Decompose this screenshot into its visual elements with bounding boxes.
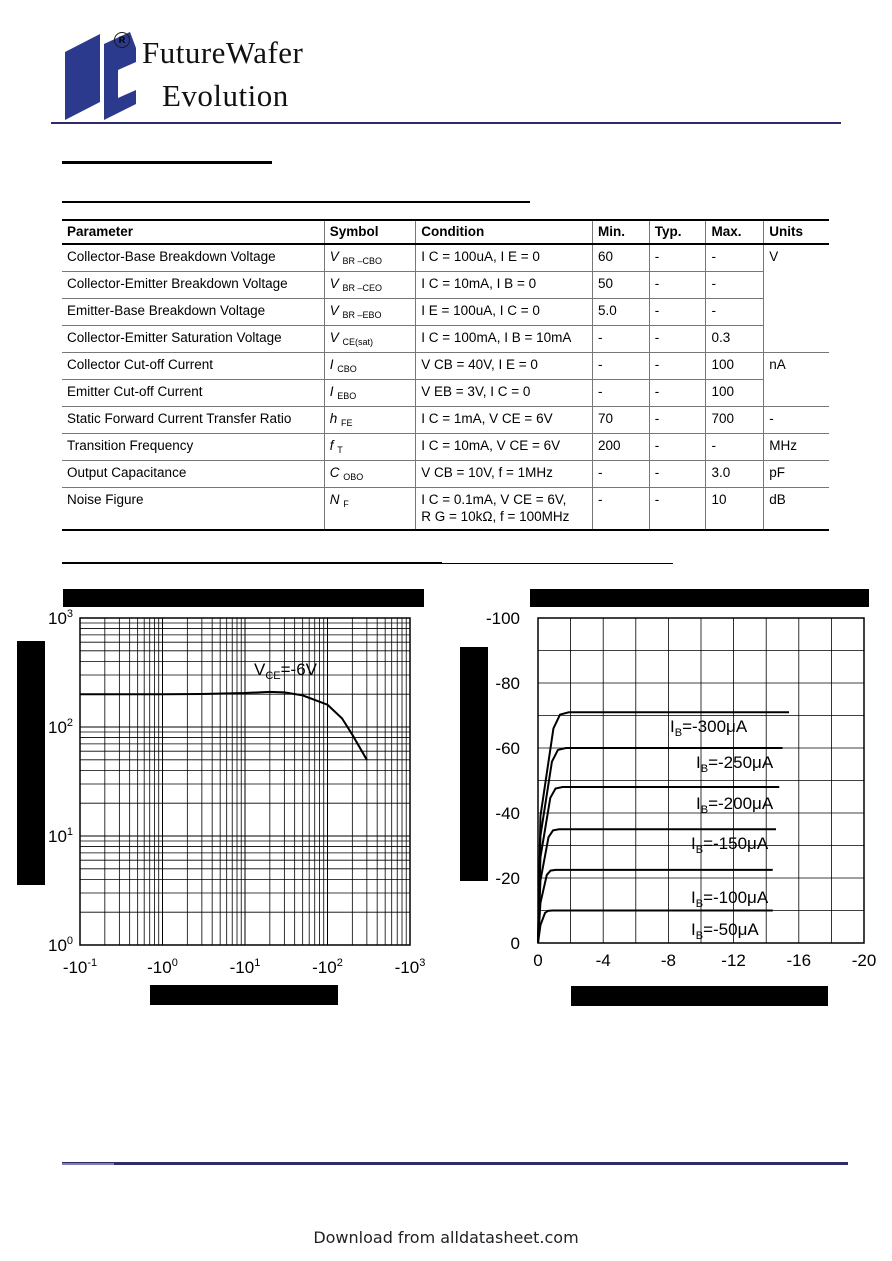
symbol-subscript: OBO xyxy=(343,472,364,482)
max-cell: 700 xyxy=(706,407,764,434)
units-cell xyxy=(764,380,829,407)
max-cell: - xyxy=(706,434,764,461)
parameter-cell: Noise Figure xyxy=(62,488,324,531)
condition-cell xyxy=(416,380,593,407)
symbol-cell xyxy=(324,272,416,299)
max-cell: 3.0 xyxy=(706,461,764,488)
symbol-cell xyxy=(324,488,416,531)
parameter-cell: Collector-Emitter Breakdown Voltage xyxy=(62,272,324,299)
units-cell xyxy=(764,326,829,353)
condition-line-2: R G = 10kΩ, f = 100MHz xyxy=(421,509,570,524)
symbol-cell xyxy=(324,434,416,461)
parameter-cell: Collector Cut-off Current xyxy=(62,353,324,380)
units-cell: V xyxy=(764,244,829,272)
min-cell: - xyxy=(592,380,649,407)
chart2-series-label: $I_B=-150\mu A$ xyxy=(691,834,769,856)
chart2-y-tick-label: 0 xyxy=(510,934,520,953)
condition-line: I C = 1mA, V CE = 6V xyxy=(421,411,553,426)
condition-cell xyxy=(416,461,593,488)
hfe-vs-ic-chart xyxy=(0,585,446,1010)
symbol-subscript: BR –CEO xyxy=(342,283,382,293)
header-typ: Typ. xyxy=(649,220,706,244)
parameter-cell: Static Forward Current Transfer Ratio xyxy=(62,407,324,434)
max-cell: - xyxy=(706,272,764,299)
symbol-letter: f xyxy=(329,438,334,453)
chart2-curve-ib xyxy=(538,712,789,943)
chart1-ylabel-bar xyxy=(17,641,45,885)
table-row xyxy=(62,353,829,380)
min-cell: 50 xyxy=(592,272,649,299)
condition-cell xyxy=(416,244,593,272)
chart1-y-tick-label: $10^0$ xyxy=(48,935,74,955)
footer-rule xyxy=(62,1162,848,1165)
symbol-letter: V xyxy=(329,249,339,264)
units-cell: nA xyxy=(764,353,829,380)
condition-cell xyxy=(416,434,593,461)
table-row xyxy=(62,488,829,531)
table-row xyxy=(62,299,829,326)
chart2-x-tick-label: -12 xyxy=(721,951,746,970)
condition-line: I C = 10mA, V CE = 6V xyxy=(421,438,561,453)
header-max: Max. xyxy=(706,220,764,244)
chart2-x-tick-label: -20 xyxy=(851,951,877,970)
parameter-cell: Output Capacitance xyxy=(62,461,324,488)
table-title-rule xyxy=(62,201,530,203)
chart2-y-tick-label: -100 xyxy=(485,609,520,628)
charts-title-rule-thin xyxy=(442,563,673,564)
max-cell: 0.3 xyxy=(706,326,764,353)
brand-name: FutureWafer xyxy=(142,35,304,70)
electrical-characteristics-table xyxy=(62,219,829,531)
typ-cell: - xyxy=(649,380,706,407)
units-cell xyxy=(764,299,829,326)
symbol-cell xyxy=(324,380,416,407)
chart2-x-tick-label: -16 xyxy=(786,951,812,970)
chart1-xlabel-bar xyxy=(150,985,338,1005)
chart2-series-label: $I_B=-200\mu A$ xyxy=(696,794,774,816)
min-cell: 70 xyxy=(592,407,649,434)
min-cell: - xyxy=(592,461,649,488)
condition-cell xyxy=(416,272,593,299)
typ-cell: - xyxy=(649,272,706,299)
parameter-cell: Transition Frequency xyxy=(62,434,324,461)
header-condition: Condition xyxy=(416,220,593,244)
typ-cell: - xyxy=(649,434,706,461)
chart1-y-tick-label: $10^1$ xyxy=(48,826,74,846)
symbol-subscript: BR –CBO xyxy=(342,256,382,266)
condition-line: I C = 100mA, I B = 10mA xyxy=(421,330,572,345)
condition-line: I E = 100uA, I C = 0 xyxy=(421,303,540,318)
table-header-row xyxy=(62,220,829,244)
symbol-letter: V xyxy=(329,330,339,345)
table-row xyxy=(62,434,829,461)
symbol-subscript: CE(sat) xyxy=(342,337,373,347)
min-cell: - xyxy=(592,488,649,531)
section-title-rule xyxy=(62,161,272,164)
chart2-series-label: $I_B=-50\mu A$ xyxy=(691,920,759,942)
chart2-x-tick-label: -4 xyxy=(595,951,611,970)
chart2-series-label: $I_B=-300\mu A$ xyxy=(670,717,748,739)
min-cell: - xyxy=(592,353,649,380)
symbol-subscript: F xyxy=(343,499,349,509)
brand-subname: Evolution xyxy=(162,78,289,113)
registered-mark: R xyxy=(114,32,130,48)
condition-line: V CB = 10V, f = 1MHz xyxy=(421,465,553,480)
chart2-title-bar xyxy=(530,589,869,607)
chart2-ylabel-bar xyxy=(460,647,488,881)
symbol-letter: I xyxy=(329,384,334,399)
chart2-y-tick-label: -20 xyxy=(495,869,520,888)
chart2-y-tick-label: -80 xyxy=(495,674,520,693)
chart1-x-tick-label: $-10^3$ xyxy=(394,957,426,977)
ic-vs-vce-chart xyxy=(446,585,892,1010)
typ-cell: - xyxy=(649,299,706,326)
table-row xyxy=(62,272,829,299)
condition-line: V CB = 40V, I E = 0 xyxy=(421,357,538,372)
symbol-letter: N xyxy=(329,492,340,507)
symbol-subscript: T xyxy=(337,445,343,455)
symbol-letter: V xyxy=(329,303,339,318)
parameter-cell: Emitter-Base Breakdown Voltage xyxy=(62,299,324,326)
condition-cell xyxy=(416,488,593,531)
units-cell: MHz xyxy=(764,434,829,461)
units-cell: - xyxy=(764,407,829,434)
download-link[interactable]: Download from alldatasheet.com xyxy=(313,1228,579,1247)
condition-cell xyxy=(416,407,593,434)
units-cell: pF xyxy=(764,461,829,488)
chart2-y-tick-label: -40 xyxy=(495,804,520,823)
symbol-cell xyxy=(324,461,416,488)
parameter-cell: Collector-Emitter Saturation Voltage xyxy=(62,326,324,353)
symbol-subscript: EBO xyxy=(337,391,357,401)
symbol-cell xyxy=(324,244,416,272)
units-cell xyxy=(764,272,829,299)
table-row xyxy=(62,244,829,272)
symbol-subscript: FE xyxy=(340,418,353,428)
header-rule xyxy=(51,122,841,124)
typ-cell: - xyxy=(649,488,706,531)
chart2-xlabel-bar xyxy=(571,986,828,1006)
parameter-cell: Collector-Base Breakdown Voltage xyxy=(62,244,324,272)
chart2-x-tick-label: -8 xyxy=(660,951,676,970)
typ-cell: - xyxy=(649,353,706,380)
header-units: Units xyxy=(764,220,829,244)
table-row xyxy=(62,407,829,434)
chart1-x-tick-label: $-10^1$ xyxy=(229,957,261,977)
max-cell: - xyxy=(706,244,764,272)
symbol-letter: I xyxy=(329,357,334,372)
symbol-cell xyxy=(324,326,416,353)
chart2-series-label: $I_B=-100\mu A$ xyxy=(691,888,769,910)
table-row xyxy=(62,461,829,488)
condition-cell xyxy=(416,326,593,353)
condition-line: I C = 100uA, I E = 0 xyxy=(421,249,540,264)
condition-cell xyxy=(416,353,593,380)
symbol-cell xyxy=(324,299,416,326)
symbol-letter: h xyxy=(329,411,338,426)
header-symbol: Symbol xyxy=(324,220,416,244)
max-cell: 100 xyxy=(706,380,764,407)
chart1-y-tick-label: $10^2$ xyxy=(48,717,74,737)
chart1-vce-annotation: $V_{CE}=-6V$ xyxy=(254,660,318,682)
condition-line: I C = 0.1mA, V CE = 6V, xyxy=(421,492,567,507)
charts-title-rule xyxy=(62,562,442,564)
table-row xyxy=(62,326,829,353)
condition-line: I C = 10mA, I B = 0 xyxy=(421,276,537,291)
chart1-y-tick-label: $10^3$ xyxy=(48,608,74,628)
chart2-y-tick-label: -60 xyxy=(495,739,520,758)
parameter-cell: Emitter Cut-off Current xyxy=(62,380,324,407)
max-cell: 10 xyxy=(706,488,764,531)
symbol-letter: V xyxy=(329,276,339,291)
symbol-cell xyxy=(324,353,416,380)
typ-cell: - xyxy=(649,461,706,488)
header-min: Min. xyxy=(592,220,649,244)
max-cell: - xyxy=(706,299,764,326)
chart1-title-bar xyxy=(63,589,424,607)
chart1-x-tick-label: $-10^0$ xyxy=(147,957,178,977)
symbol-subscript: BR –EBO xyxy=(342,310,382,320)
typ-cell: - xyxy=(649,244,706,272)
min-cell: - xyxy=(592,326,649,353)
symbol-subscript: CBO xyxy=(337,364,357,374)
min-cell: 60 xyxy=(592,244,649,272)
footer-rule-accent xyxy=(62,1163,114,1165)
chart1-x-tick-label: $-10^{-1}$ xyxy=(62,957,98,977)
chart1-x-tick-label: $-10^2$ xyxy=(312,957,343,977)
typ-cell: - xyxy=(649,326,706,353)
condition-line: V EB = 3V, I C = 0 xyxy=(421,384,531,399)
header-parameter: Parameter xyxy=(62,220,324,244)
max-cell: 100 xyxy=(706,353,764,380)
symbol-cell xyxy=(324,407,416,434)
min-cell: 200 xyxy=(592,434,649,461)
chart2-series-label: $I_B=-250\mu A$ xyxy=(696,753,774,775)
chart2-x-tick-label: 0 xyxy=(533,951,543,970)
condition-cell xyxy=(416,299,593,326)
units-cell: dB xyxy=(764,488,829,531)
typ-cell: - xyxy=(649,407,706,434)
table-row xyxy=(62,380,829,407)
min-cell: 5.0 xyxy=(592,299,649,326)
symbol-letter: C xyxy=(329,465,340,480)
